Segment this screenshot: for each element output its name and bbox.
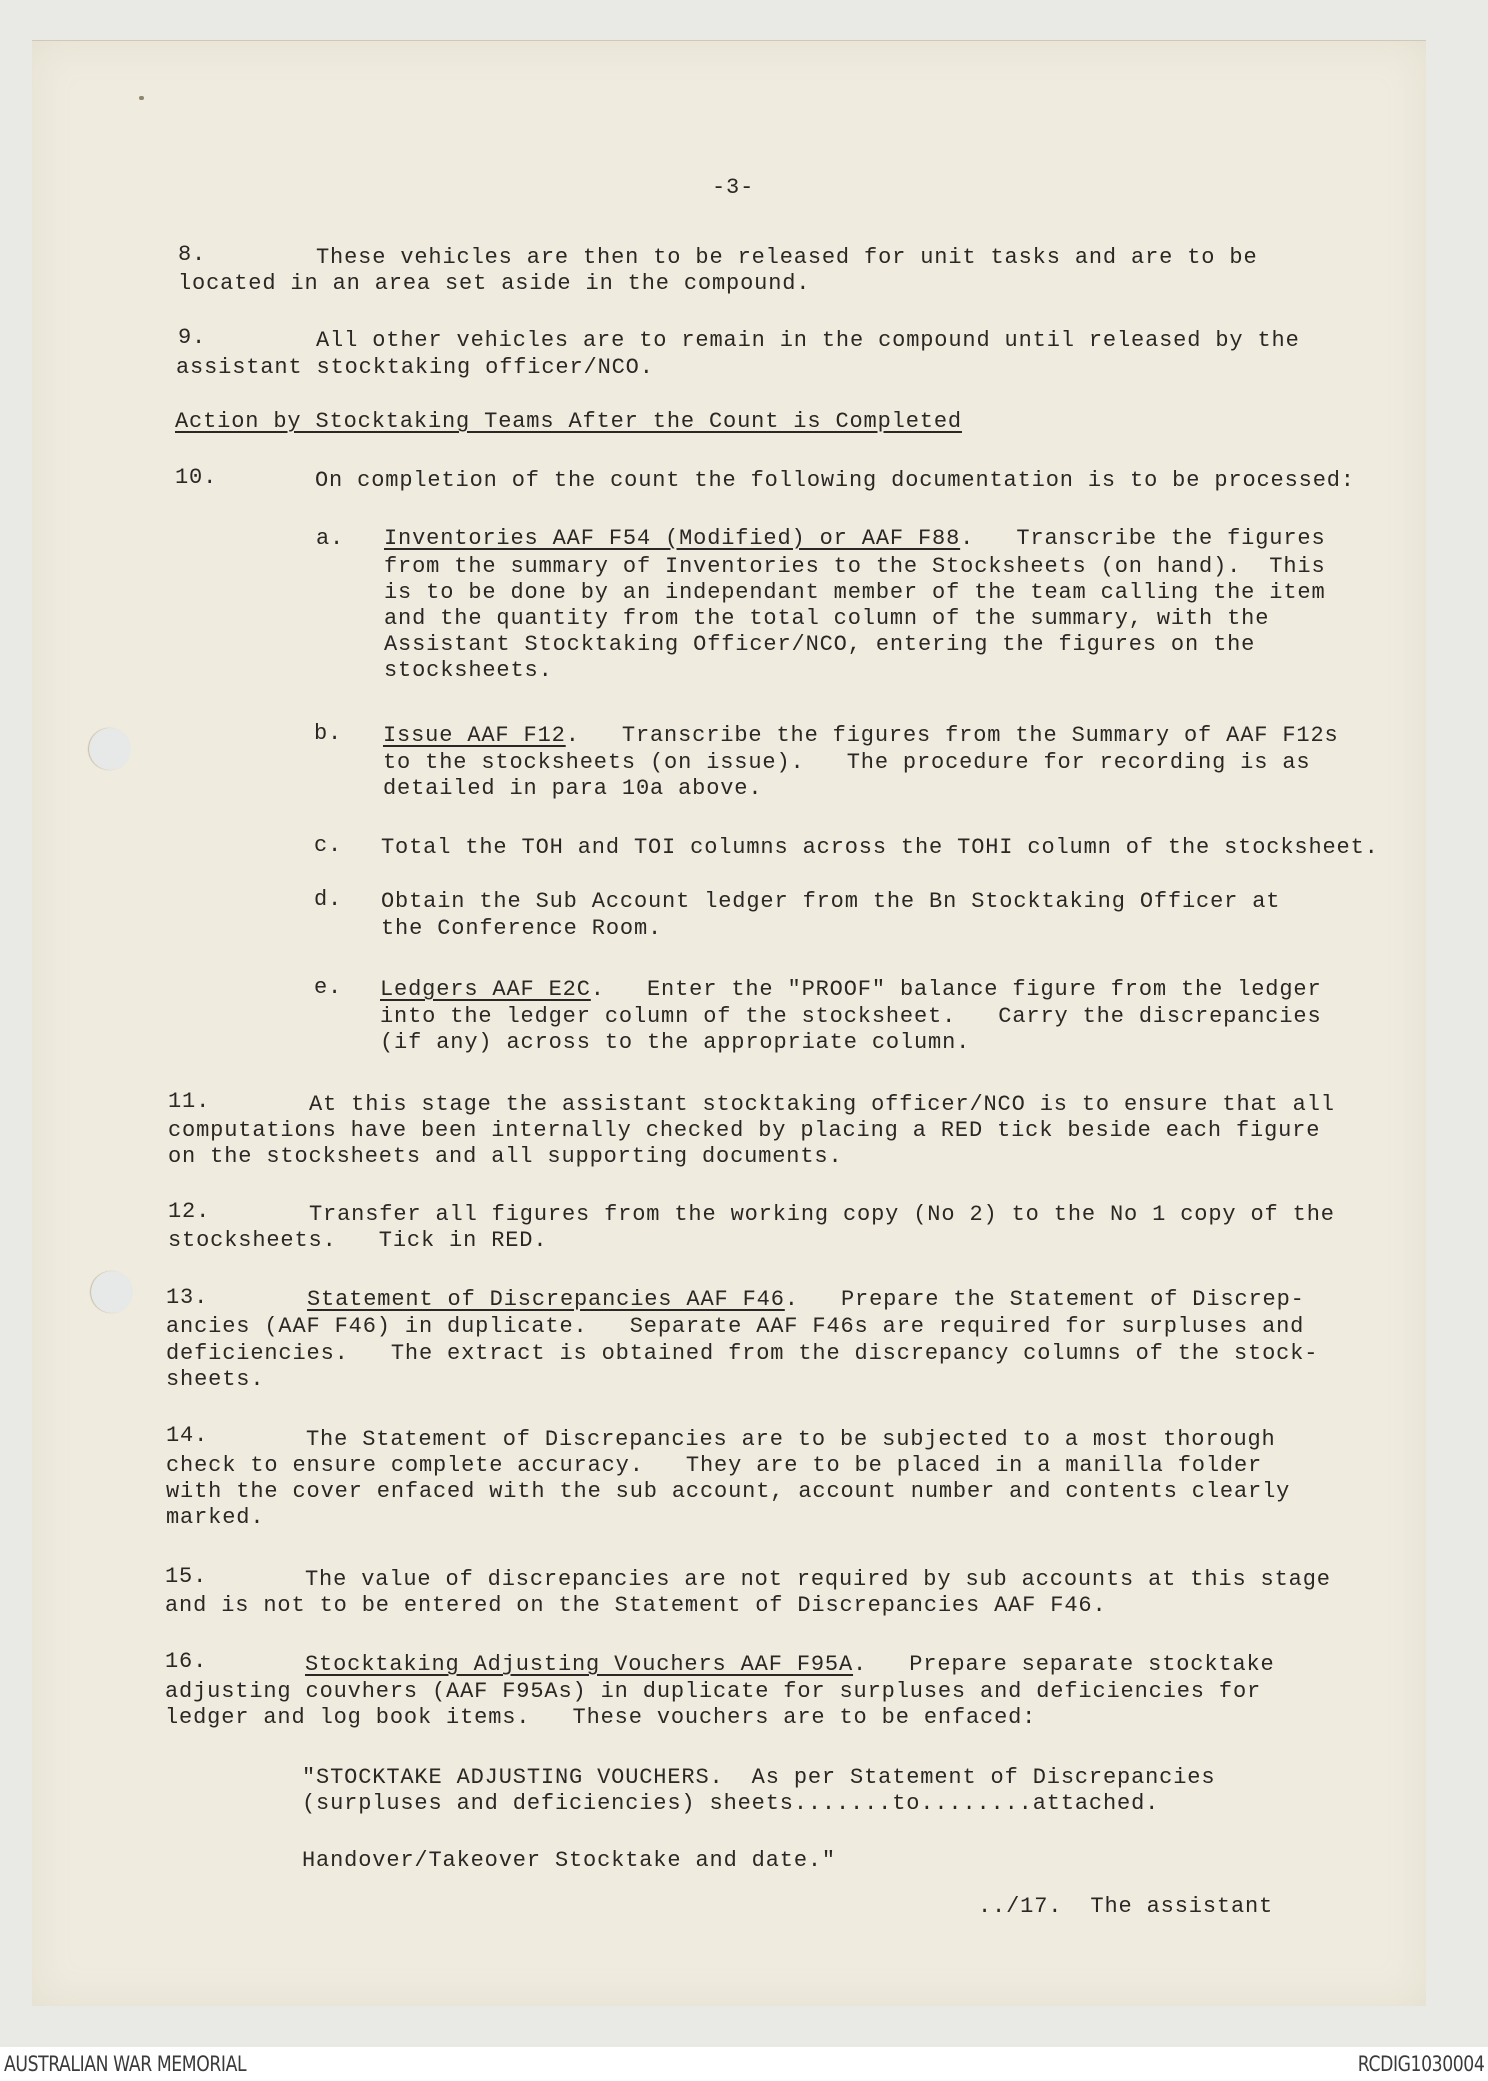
para-15-line: and is not to be entered on the Statement of Discrepancies AAF F46.	[165, 1593, 1107, 1618]
item-a-line: Assistant Stocktaking Officer/NCO, entering the figures on the	[384, 632, 1256, 657]
punch-hole	[91, 1271, 133, 1313]
voucher-quote-line: (surpluses and deficiencies) sheets.......to........attached.	[302, 1791, 1160, 1816]
para-11-number: 11.	[168, 1089, 211, 1114]
para-13-line: . Prepare the Statement of Discrep-	[784, 1287, 1305, 1312]
section-heading: Action by Stocktaking Teams After the Count is Completed	[175, 409, 962, 434]
para-8-line: located in an area set aside in the compound.	[178, 271, 811, 296]
para-10-intro: On completion of the count the following documentation is to be processed:	[315, 468, 1355, 493]
punch-hole	[89, 728, 131, 770]
para-11-line: on the stocksheets and all supporting documents.	[168, 1144, 843, 1169]
para-14-line: with the cover enfaced with the sub account, account number and contents clearly	[166, 1479, 1291, 1504]
para-13-line: ancies (AAF F46) in duplicate. Separate AAF F46s are required for surpluses and	[166, 1314, 1305, 1339]
para-9-line: assistant stocktaking officer/NCO.	[176, 355, 654, 380]
item-b-line: to the stocksheets (on issue). The procedure for recording is as	[383, 750, 1311, 775]
item-a-letter: a.	[316, 526, 345, 551]
para-14-line: check to ensure complete accuracy. They are to be placed in a manilla folder	[166, 1453, 1263, 1478]
item-b-title: Issue AAF F12	[383, 723, 566, 748]
item-a-line: from the summary of Inventories to the Stocksheets (on hand). This	[384, 554, 1326, 579]
item-e-line: . Enter the "PROOF" balance figure from the ledger	[590, 977, 1322, 1002]
item-a-line: . Transcribe the figures	[960, 526, 1326, 551]
para-14-line: The Statement of Discrepancies are to be subjected to a most thorough	[306, 1427, 1276, 1452]
para-14-line: marked.	[166, 1505, 265, 1530]
para-9-line: All other vehicles are to remain in the compound until released by the	[316, 328, 1300, 353]
para-16-title: Stocktaking Adjusting Vouchers AAF F95A	[305, 1652, 854, 1677]
item-d-line: the Conference Room.	[381, 916, 663, 941]
item-b-letter: b.	[314, 721, 343, 746]
item-e-line: into the ledger column of the stocksheet. Carry the discrepancies	[380, 1004, 1322, 1029]
para-10-number: 10.	[175, 465, 218, 490]
item-e-line: (if any) across to the appropriate column.	[380, 1030, 971, 1055]
para-15-number: 15.	[165, 1564, 208, 1589]
item-a-line: stocksheets.	[384, 658, 553, 683]
item-a-line: is to be done by an independant member of the team calling the item	[384, 580, 1326, 605]
item-e-title: Ledgers AAF E2C	[380, 977, 591, 1002]
item-d-line: Obtain the Sub Account ledger from the Bn Stocktaking Officer at	[381, 889, 1281, 914]
para-15-line: The value of discrepancies are not required by sub accounts at this stage	[305, 1567, 1331, 1592]
item-a-line: and the quantity from the total column of the summary, with the	[384, 606, 1270, 631]
item-c-line: Total the TOH and TOI columns across the TOHI column of the stocksheet.	[381, 835, 1379, 860]
para-13-line: sheets.	[166, 1367, 265, 1392]
voucher-quote-line: Handover/Takeover Stocktake and date."	[302, 1848, 836, 1873]
para-13-title: Statement of Discrepancies AAF F46	[307, 1287, 785, 1312]
item-d-letter: d.	[314, 887, 343, 912]
item-e-letter: e.	[314, 975, 343, 1000]
paper-speck	[139, 96, 144, 100]
item-c-letter: c.	[314, 833, 343, 858]
para-16-number: 16.	[165, 1649, 208, 1674]
para-8-line: These vehicles are then to be released for unit tasks and are to be	[316, 245, 1258, 270]
continuation-text: ../17. The assistant	[978, 1894, 1274, 1919]
para-13-number: 13.	[166, 1285, 209, 1310]
para-11-line: At this stage the assistant stocktaking officer/NCO is to ensure that all	[309, 1092, 1335, 1117]
para-14-number: 14.	[166, 1423, 209, 1448]
item-b-line: . Transcribe the figures from the Summary of AAF F12s	[565, 723, 1339, 748]
para-9-number: 9.	[178, 325, 207, 350]
para-12-line: Transfer all figures from the working copy (No 2) to the No 1 copy of the	[309, 1202, 1335, 1227]
para-11-line: computations have been internally checked by placing a RED tick beside each figure	[168, 1118, 1321, 1143]
item-a-title: Inventories AAF F54 (Modified) or AAF F88	[384, 526, 961, 551]
item-b-line: detailed in para 10a above.	[383, 776, 763, 801]
para-8-number: 8.	[178, 242, 207, 267]
footer-institution: AUSTRALIAN WAR MEMORIAL	[4, 2052, 247, 2076]
para-16-line: ledger and log book items. These vouchers are to be enfaced:	[165, 1705, 1037, 1730]
para-12-number: 12.	[168, 1199, 211, 1224]
archive-footer	[0, 2047, 1488, 2081]
page-number: -3-	[712, 175, 755, 200]
para-16-line: adjusting couvhers (AAF F95As) in duplicate for surpluses and deficiencies for	[165, 1679, 1262, 1704]
para-13-line: deficiencies. The extract is obtained from the discrepancy columns of the stock-	[166, 1341, 1319, 1366]
voucher-quote-line: "STOCKTAKE ADJUSTING VOUCHERS. As per Statement of Discrepancies	[302, 1765, 1216, 1790]
footer-record-id: RCDIG1030004	[1357, 2052, 1484, 2076]
para-16-line: . Prepare separate stocktake	[853, 1652, 1275, 1677]
para-12-line: stocksheets. Tick in RED.	[168, 1228, 548, 1253]
